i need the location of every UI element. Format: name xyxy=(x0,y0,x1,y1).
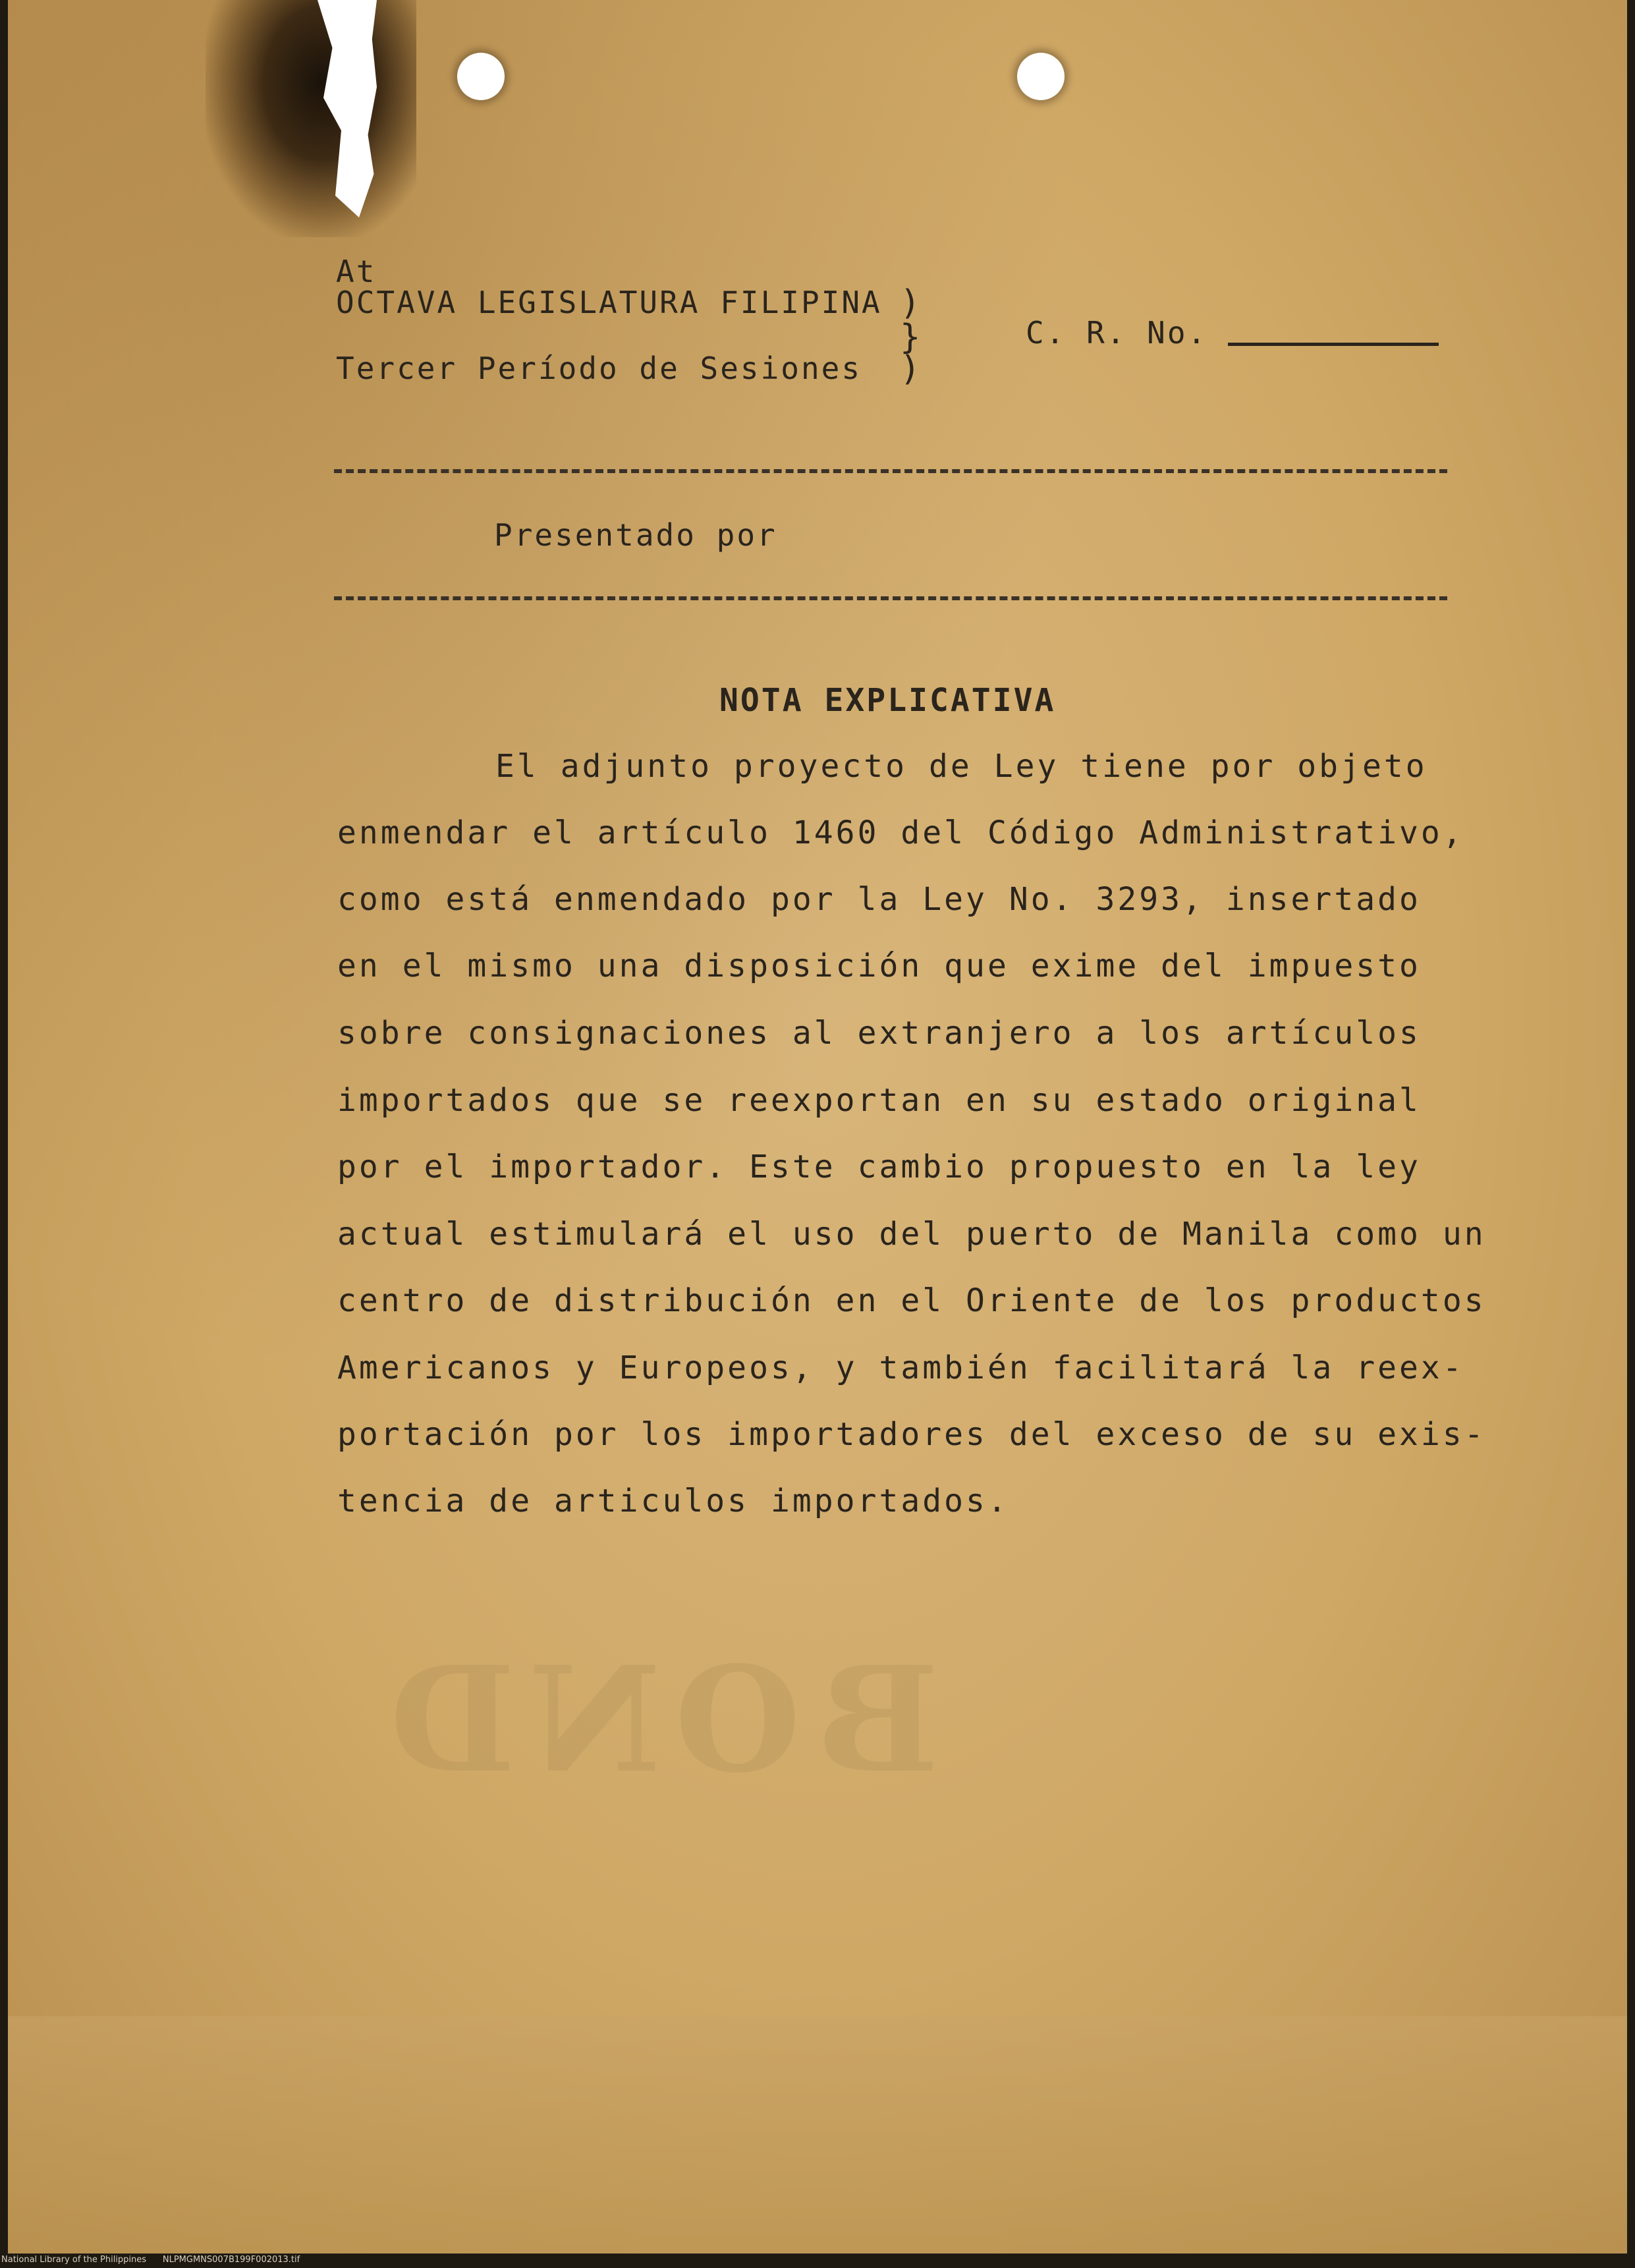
punch-hole-left xyxy=(457,53,505,100)
brace-bottom: ) xyxy=(900,349,921,389)
body-line: El adjunto proyecto de Ley tiene por objeto xyxy=(495,748,1427,785)
burn-mark xyxy=(206,0,416,237)
brace-top: ) xyxy=(900,283,921,323)
body-line: en el mismo una disposición que exime del impuesto xyxy=(337,948,1421,984)
archive-footer xyxy=(1,2255,300,2265)
cr-number-blank xyxy=(1228,343,1439,346)
body-line: portación por los importadores del exceso de su exis- xyxy=(337,1416,1486,1453)
body-line: como está enmendado por la Ley No. 3293, insertado xyxy=(337,881,1421,918)
header-initials: At xyxy=(336,254,377,289)
divider-bottom xyxy=(334,596,1447,600)
paper-stain-band xyxy=(8,2016,1627,2254)
body-line: importados que se reexportan en su estado original xyxy=(337,1082,1421,1119)
body-line: actual estimulará el uso del puerto de Manila como un xyxy=(337,1216,1486,1253)
footer-file-id: NLPMGMNS007B199F002013.tif xyxy=(162,2255,300,2265)
punch-hole-right xyxy=(1017,53,1065,100)
footer-library: National Library of the Philippines xyxy=(1,2255,147,2265)
body-line: sobre consignaciones al extranjero a los artículos xyxy=(337,1015,1421,1052)
divider-top xyxy=(334,469,1447,473)
body-line: centro de distribución en el Oriente de los productos xyxy=(337,1282,1486,1319)
body-line: Americanos y Europeos, y también facilitará la reex- xyxy=(337,1349,1464,1386)
body-line: tencia de articulos importados. xyxy=(337,1483,1009,1519)
document-page xyxy=(8,0,1627,2254)
document-title: NOTA EXPLICATIVA xyxy=(719,682,1056,719)
brace-middle: } xyxy=(900,318,921,357)
presented-by-label: Presentado por xyxy=(494,517,777,553)
body-line: enmendar el artículo 1460 del Código Administrativo, xyxy=(337,814,1464,851)
cr-number-label: C. R. No. xyxy=(1026,315,1208,351)
legislature-name: OCTAVA LEGISLATURA FILIPINA xyxy=(336,285,882,320)
paper-watermark: BOND xyxy=(377,1634,939,1805)
session-name: Tercer Período de Sesiones xyxy=(336,351,862,386)
body-line: por el importador. Este cambio propuesto en la ley xyxy=(337,1148,1421,1185)
